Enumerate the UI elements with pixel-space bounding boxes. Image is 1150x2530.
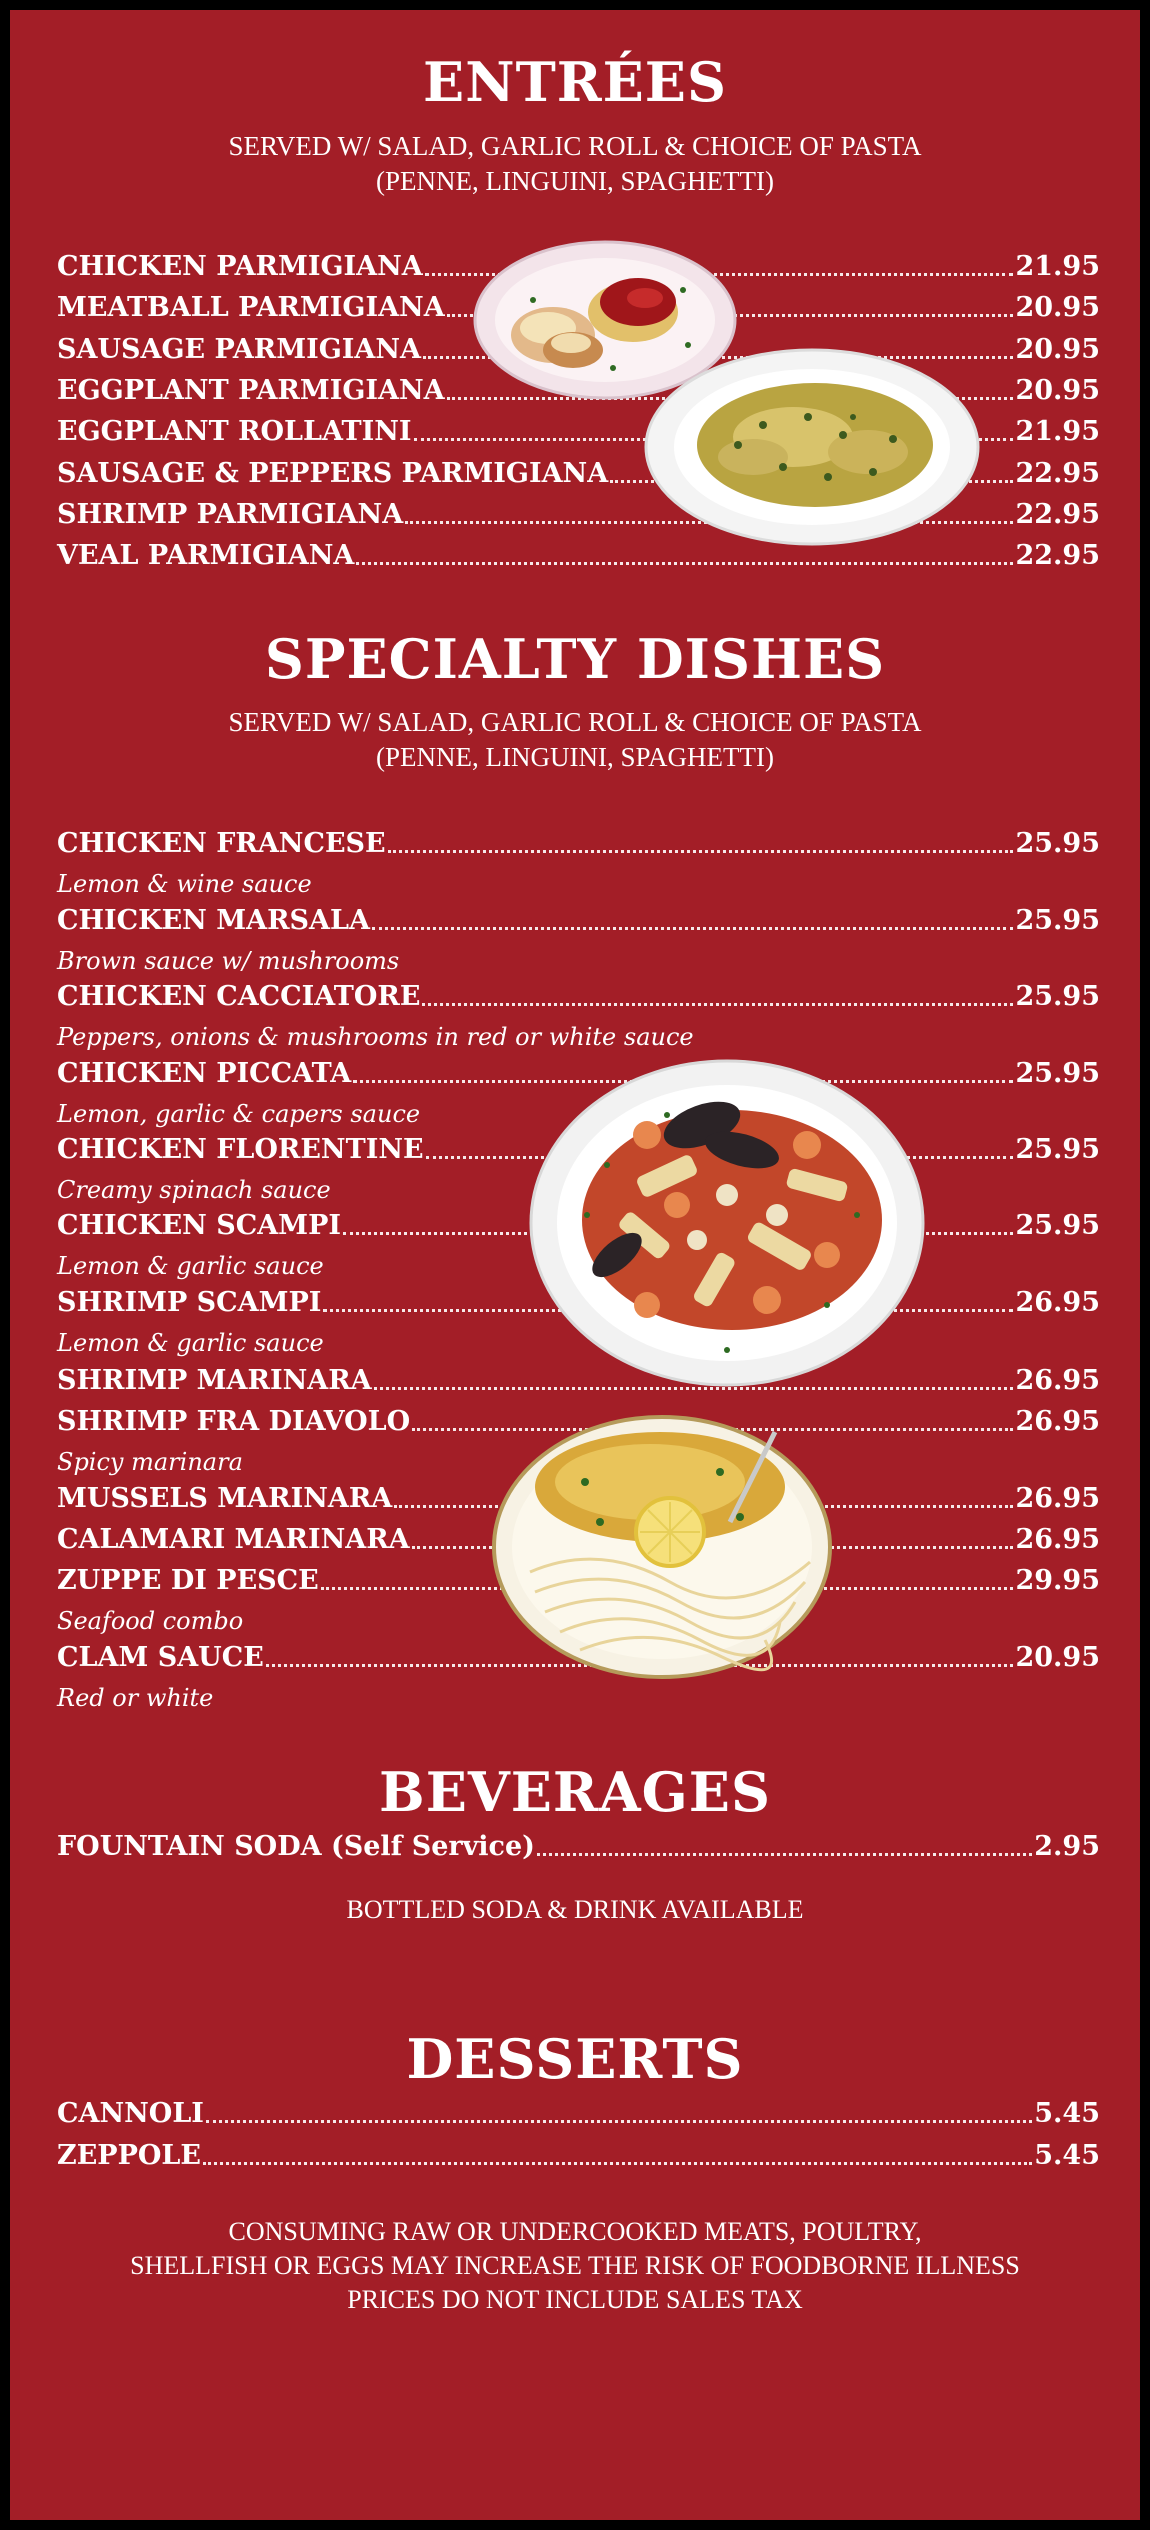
item-name: CHICKEN FLORENTINE (57, 1134, 424, 1165)
seafood-penne-plate-photo (527, 1055, 927, 1390)
footer-line3: PRICES DO NOT INCLUDE SALES TAX (347, 2285, 803, 2314)
item-price: 25.95 (1015, 1134, 1100, 1165)
item-description: Creamy spinach sauce (57, 1176, 331, 1204)
item-price: 26.95 (1015, 1365, 1100, 1396)
beverages-title: BEVERAGES (379, 1760, 771, 1824)
item-name: MEATBALL PARMIGIANA (57, 292, 445, 323)
item-price: 22.95 (1015, 499, 1100, 530)
item-name: MUSSELS MARINARA (57, 1483, 393, 1514)
item-price: 20.95 (1015, 334, 1100, 365)
item-price: 25.95 (1015, 828, 1100, 859)
dot-leader (388, 842, 1014, 853)
item-name: CHICKEN MARSALA (57, 905, 370, 936)
item-price: 26.95 (1015, 1406, 1100, 1437)
item-description: Peppers, onions & mushrooms in red or white sauce (57, 1023, 694, 1051)
item-price: 26.95 (1015, 1524, 1100, 1555)
item-price: 22.95 (1015, 540, 1100, 571)
item-description: Spicy marinara (57, 1448, 243, 1476)
item-price: 26.95 (1015, 1483, 1100, 1514)
item-description: Lemon & garlic sauce (57, 1252, 324, 1280)
dot-leader (356, 554, 1013, 565)
item-price: 26.95 (1015, 1287, 1100, 1318)
item-price: 20.95 (1015, 292, 1100, 323)
francese-linguine-plate-photo (490, 1412, 835, 1682)
menu-panel (10, 10, 1140, 2520)
item-name: CANNOLI (57, 2098, 204, 2129)
dot-leader (372, 919, 1014, 930)
menu-item (57, 899, 1100, 939)
item-name: CLAM SAUCE (57, 1642, 264, 1673)
item-description: Seafood combo (57, 1607, 244, 1635)
menu-item (57, 822, 1100, 862)
entrees-subtitle-line1: SERVED W/ SALAD, GARLIC ROLL & CHOICE OF PASTA (228, 131, 922, 161)
item-name: CHICKEN FRANCESE (57, 828, 386, 859)
item-price: 21.95 (1015, 416, 1100, 447)
specialty-subtitle-line1: SERVED W/ SALAD, GARLIC ROLL & CHOICE OF PASTA (228, 707, 922, 737)
desserts-title: DESSERTS (406, 2027, 744, 2091)
item-name: ZEPPOLE (57, 2140, 201, 2171)
item-description: Brown sauce w/ mushrooms (57, 947, 400, 975)
piccata-plate-photo (643, 347, 981, 547)
item-price: 20.95 (1015, 1642, 1100, 1673)
item-description: Lemon & wine sauce (57, 870, 312, 898)
item-name: SAUSAGE PARMIGIANA (57, 334, 421, 365)
item-name: CHICKEN SCAMPI (57, 1210, 342, 1241)
item-price: 20.95 (1015, 375, 1100, 406)
beverages-note: BOTTLED SODA & DRINK AVAILABLE (346, 1895, 804, 1924)
item-price: 22.95 (1015, 458, 1100, 489)
specialty-title: SPECIALTY DISHES (264, 627, 886, 691)
footer-line1: CONSUMING RAW OR UNDERCOOKED MEATS, POULTRY, (228, 2217, 922, 2246)
item-name: CALAMARI MARINARA (57, 1524, 410, 1555)
item-name: CHICKEN PARMIGIANA (57, 251, 423, 282)
item-name: SAUSAGE & PEPPERS PARMIGIANA (57, 458, 609, 489)
item-description: Lemon, garlic & capers sauce (57, 1100, 421, 1128)
item-name: SHRIMP FRA DIAVOLO (57, 1406, 411, 1437)
item-price: 25.95 (1015, 1058, 1100, 1089)
item-price: 25.95 (1015, 1210, 1100, 1241)
menu-item (57, 975, 1100, 1015)
item-price: 29.95 (1015, 1565, 1100, 1596)
item-name: CHICKEN CACCIATORE (57, 981, 421, 1012)
item-name: FOUNTAIN SODA (Self Service) (57, 1831, 535, 1862)
item-name: SHRIMP MARINARA (57, 1365, 372, 1396)
item-price: 2.95 (1034, 1831, 1100, 1862)
item-description: Lemon & garlic sauce (57, 1329, 324, 1357)
item-price: 5.45 (1034, 2140, 1100, 2171)
item-price: 25.95 (1015, 905, 1100, 936)
dot-leader (203, 2154, 1032, 2165)
item-name: CHICKEN PICCATA (57, 1058, 352, 1089)
footer-line2: SHELLFISH OR EGGS MAY INCREASE THE RISK OF FOODBORNE ILLNESS (130, 2251, 1020, 2280)
item-name: EGGPLANT PARMIGIANA (57, 375, 445, 406)
specialty-subtitle-line2: (PENNE, LINGUINI, SPAGHETTI) (376, 742, 774, 772)
item-price: 21.95 (1015, 251, 1100, 282)
item-price: 25.95 (1015, 981, 1100, 1012)
menu-item (57, 1825, 1100, 1865)
dot-leader (206, 2112, 1032, 2123)
menu-item (57, 2134, 1100, 2174)
item-description: Red or white (57, 1684, 214, 1712)
item-name: VEAL PARMIGIANA (57, 540, 355, 571)
item-name: SHRIMP PARMIGIANA (57, 499, 404, 530)
item-price: 5.45 (1034, 2098, 1100, 2129)
menu-item (57, 2092, 1100, 2132)
item-name: SHRIMP SCAMPI (57, 1287, 322, 1318)
dot-leader (422, 995, 1013, 1006)
entrees-title: ENTRÉES (423, 50, 727, 114)
entrees-subtitle-line2: (PENNE, LINGUINI, SPAGHETTI) (376, 166, 774, 196)
item-name: ZUPPE DI PESCE (57, 1565, 319, 1596)
item-name: EGGPLANT ROLLATINI (57, 416, 412, 447)
dot-leader (537, 1845, 1032, 1856)
